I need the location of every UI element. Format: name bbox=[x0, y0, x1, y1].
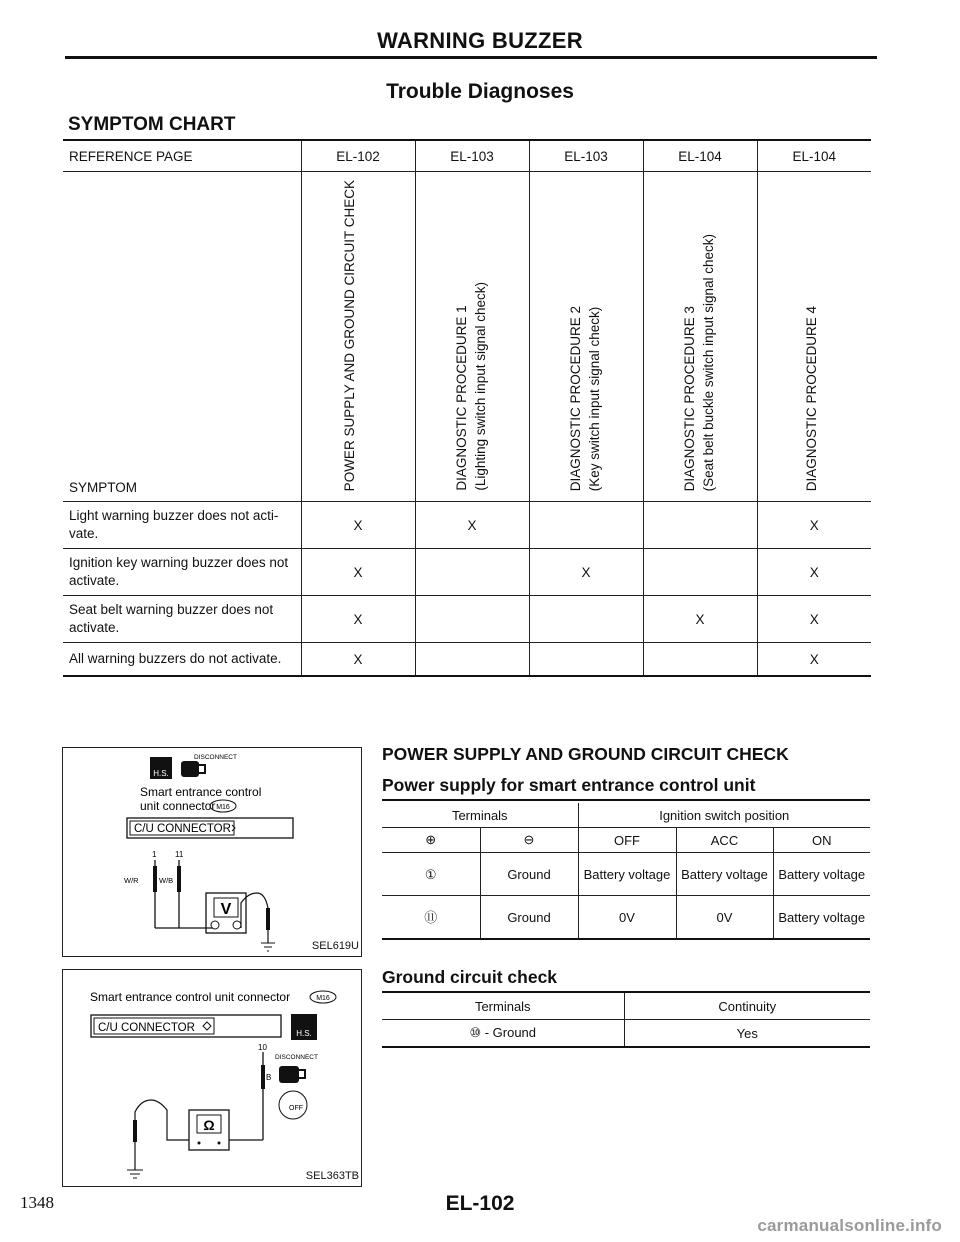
hs-label: H.S. bbox=[296, 1029, 312, 1038]
terminal-cell: ⑩ - Ground bbox=[382, 1020, 624, 1048]
wire-color: B bbox=[266, 1073, 272, 1082]
value-cell: 0V bbox=[578, 896, 676, 940]
mark: X bbox=[757, 643, 871, 677]
acc-header: ACC bbox=[676, 828, 773, 853]
table-row bbox=[382, 1020, 870, 1048]
procedure-cell bbox=[643, 172, 757, 502]
disconnect-icon bbox=[181, 761, 205, 777]
off-header: OFF bbox=[578, 828, 676, 853]
meter-symbol: V bbox=[220, 901, 232, 918]
title-rule bbox=[65, 56, 877, 59]
on-header: ON bbox=[773, 828, 870, 853]
minus-header: ⊖ bbox=[480, 828, 578, 853]
mark: X bbox=[757, 549, 871, 596]
table-row bbox=[63, 643, 871, 677]
harness-connector-icon bbox=[291, 1014, 317, 1040]
table-row bbox=[382, 853, 870, 896]
reference-page: EL-103 bbox=[529, 140, 643, 172]
connector-label: C/U CONNECTOR bbox=[134, 823, 231, 835]
mark: X bbox=[529, 549, 643, 596]
procedure-title: DIAGNOSTIC PROCEDURE 1 (Lighting switch input signal check) bbox=[453, 282, 488, 491]
mark: X bbox=[757, 596, 871, 643]
figure-caption: unit connector bbox=[140, 799, 216, 813]
mark: X bbox=[643, 596, 757, 643]
ground-check-table bbox=[382, 993, 870, 1048]
figure-voltage-check bbox=[62, 747, 362, 957]
section-title: POWER SUPPLY AND GROUND CIRCUIT CHECK bbox=[382, 744, 789, 764]
reference-page: EL-104 bbox=[643, 140, 757, 172]
mark: X bbox=[415, 502, 529, 549]
off-label: OFF bbox=[289, 1105, 303, 1112]
pin-number: 1 bbox=[152, 850, 157, 859]
value-cell: Battery voltage bbox=[773, 896, 870, 940]
figure-code: SEL363TB bbox=[305, 1170, 359, 1182]
mark bbox=[415, 549, 529, 596]
ground-cell: Ground bbox=[480, 896, 578, 940]
disconnect-icon bbox=[279, 1066, 305, 1083]
plus-header: ⊕ bbox=[382, 828, 480, 853]
table-row bbox=[63, 549, 871, 596]
symptom-text: Light warning buzzer does not acti-vate. bbox=[63, 502, 301, 549]
procedure-cell bbox=[301, 172, 415, 502]
value-cell: Battery voltage bbox=[676, 853, 773, 896]
figure-caption: Smart entrance control unit connector bbox=[90, 990, 291, 1004]
figure-continuity-check bbox=[62, 969, 362, 1187]
mark bbox=[415, 643, 529, 677]
procedure-title: DIAGNOSTIC PROCEDURE 2 (Key switch input signal check) bbox=[567, 305, 602, 491]
subsection-title: Ground circuit check bbox=[382, 967, 558, 987]
continuity-cell: Yes bbox=[624, 1020, 870, 1048]
connector-id: M16 bbox=[216, 804, 230, 811]
table-row bbox=[63, 596, 871, 643]
mark bbox=[529, 502, 643, 549]
page-subtitle: Trouble Diagnoses bbox=[386, 80, 574, 103]
terminals-header: Terminals bbox=[382, 993, 624, 1020]
hs-label: H.S. bbox=[153, 769, 169, 778]
mark: X bbox=[757, 502, 871, 549]
symptom-text: All warning buzzers do not activate. bbox=[63, 643, 301, 677]
mark bbox=[643, 643, 757, 677]
page-title: WARNING BUZZER bbox=[377, 28, 583, 53]
subsection-rule bbox=[382, 799, 870, 801]
reference-page: EL-102 bbox=[301, 140, 415, 172]
power-supply-table bbox=[382, 803, 870, 940]
mark bbox=[643, 502, 757, 549]
subsection-title: Power supply for smart entrance control unit bbox=[382, 775, 756, 795]
table-row bbox=[63, 502, 871, 549]
table-row bbox=[382, 896, 870, 940]
mark: X bbox=[301, 596, 415, 643]
ignition-header: Ignition switch position bbox=[578, 803, 870, 828]
value-cell: 0V bbox=[676, 896, 773, 940]
connector-id: M16 bbox=[316, 995, 330, 1002]
symptom-label: SYMPTOM bbox=[63, 172, 301, 502]
disconnect-label: DISCONNECT bbox=[194, 754, 237, 761]
value-cell: Battery voltage bbox=[773, 853, 870, 896]
procedure-title: DIAGNOSTIC PROCEDURE 3 (Seat belt buckle switch input signal check) bbox=[681, 233, 716, 491]
procedure-cell bbox=[757, 172, 871, 502]
mark bbox=[643, 549, 757, 596]
symptom-chart-heading: SYMPTOM CHART bbox=[68, 114, 236, 135]
mark: X bbox=[301, 502, 415, 549]
page-number: EL-102 bbox=[445, 1192, 515, 1215]
symptom-text: Ignition key warning buzzer does not activate. bbox=[63, 549, 301, 596]
figure-caption: Smart entrance control bbox=[140, 785, 262, 799]
mark bbox=[529, 643, 643, 677]
pin-number: 11 bbox=[175, 850, 184, 859]
mark: X bbox=[301, 643, 415, 677]
disconnect-label: DISCONNECT bbox=[275, 1054, 318, 1061]
ignition-key-icon bbox=[279, 1091, 307, 1119]
terminal-cell: ⑪ bbox=[382, 896, 480, 940]
pin-number: 10 bbox=[258, 1043, 267, 1052]
procedure-cell bbox=[529, 172, 643, 502]
symptom-text: Seat belt warning buzzer does not activate. bbox=[63, 596, 301, 643]
wire-color: W/R bbox=[124, 876, 139, 885]
symptom-chart-table bbox=[63, 139, 871, 677]
value-cell: Battery voltage bbox=[578, 853, 676, 896]
reference-page: EL-104 bbox=[757, 140, 871, 172]
watermark: carmanualsonline.info bbox=[757, 1216, 942, 1235]
voltage-diagram bbox=[63, 748, 361, 956]
reference-page: EL-103 bbox=[415, 140, 529, 172]
mark: X bbox=[301, 549, 415, 596]
terminals-header: Terminals bbox=[382, 803, 578, 828]
meter-symbol: Ω bbox=[203, 1117, 215, 1133]
procedure-title: DIAGNOSTIC PROCEDURE 4 bbox=[803, 305, 819, 491]
wire-color: W/B bbox=[159, 876, 174, 885]
mark bbox=[529, 596, 643, 643]
procedure-title: POWER SUPPLY AND GROUND CIRCUIT CHECK bbox=[341, 179, 357, 491]
connector-label: C/U CONNECTOR bbox=[98, 1022, 195, 1034]
mark bbox=[415, 596, 529, 643]
continuity-header: Continuity bbox=[624, 993, 870, 1020]
terminal-cell: ① bbox=[382, 853, 480, 896]
continuity-diagram bbox=[63, 970, 361, 1186]
reference-page-label: REFERENCE PAGE bbox=[63, 140, 301, 172]
ground-cell: Ground bbox=[480, 853, 578, 896]
harness-connector-icon bbox=[150, 757, 172, 779]
figure-code: SEL619U bbox=[311, 940, 359, 952]
procedure-cell bbox=[415, 172, 529, 502]
page-number-left: 1348 bbox=[20, 1193, 54, 1212]
